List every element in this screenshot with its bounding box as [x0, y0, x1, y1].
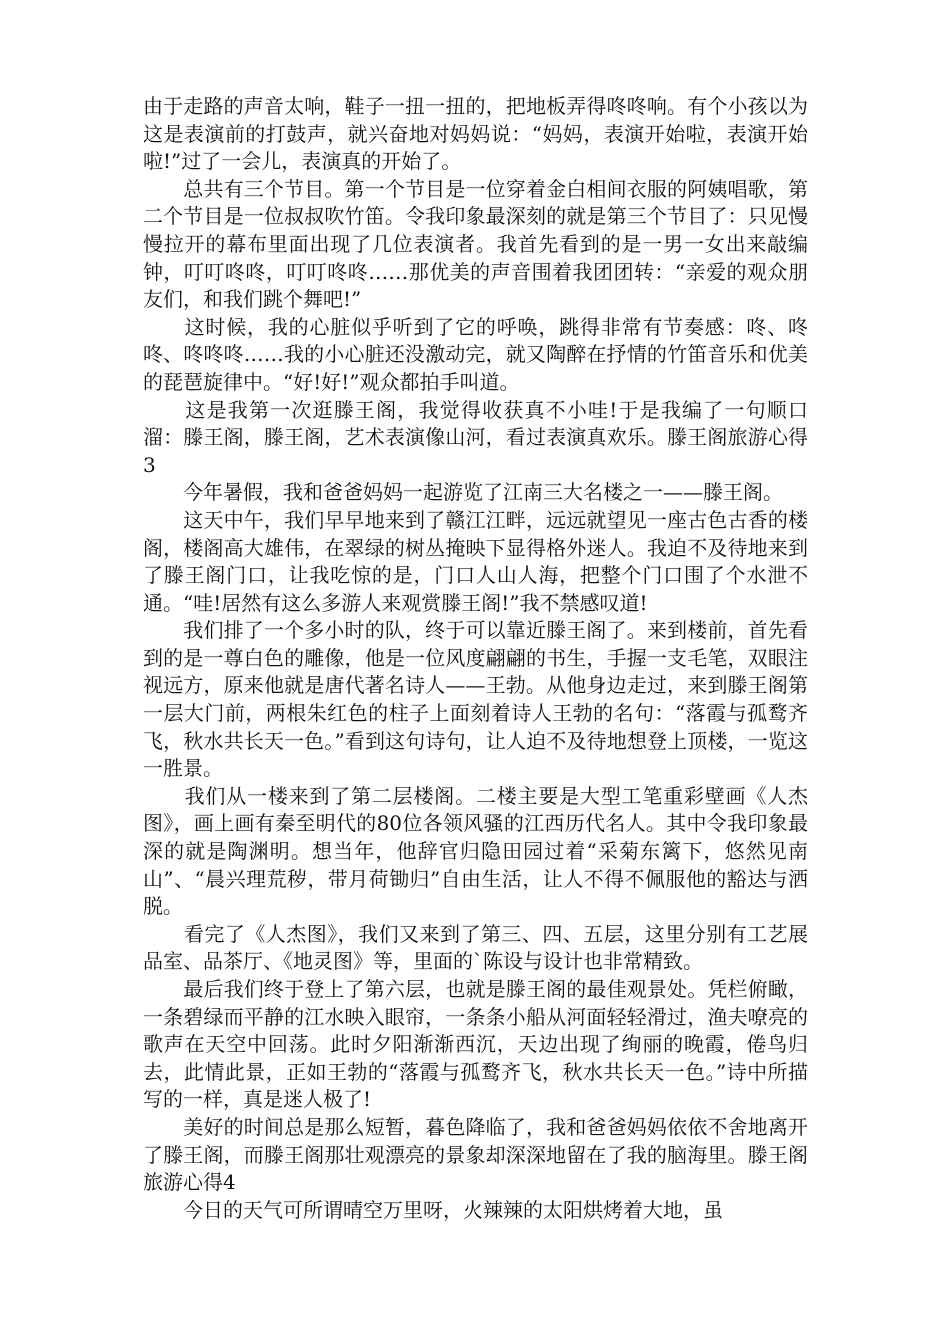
paragraph-11: 美好的时间总是那么短暂，暮色降临了，我和爸爸妈妈依依不舍地离开了滕王阁，而滕王阁那壮观漂亮的景象却深深地留在了我的脑海里。滕王阁旅游心得4 [143, 1114, 808, 1195]
paragraph-5: 今年暑假，我和爸爸妈妈一起游览了江南三大名楼之一——滕王阁。 [143, 480, 783, 505]
paragraph-9: 看完了《人杰图》，我们又来到了第三、四、五层，这里分别有工艺展品室、品茶厅、《地灵图》等，里面的`陈设与设计也非常精致。 [143, 921, 808, 974]
paragraph-12: 今日的天气可所谓晴空万里呀，火辣辣的太阳烘烤着大地，虽 [143, 1197, 723, 1222]
paragraph-3: 这时候，我的心脏似乎听到了它的呼唤，跳得非常有节奏感：咚、咚咚、咚咚咚……我的小心脏还没激动完，就又陶醉在抒情的竹笛音乐和优美的琵琶旋律中。“好!好!”观众都拍手叫道。 [143, 314, 808, 394]
paragraph-2: 总共有三个节目。第一个节目是一位穿着金白相间衣服的阿姨唱歌，第二个节目是一位叔叔吹竹笛。令我印象最深刻的就是第三个节目了：只见慢慢拉开的幕布里面出现了几位表演者。我首先看到的是一男一女出来敲编钟，叮叮咚咚，叮叮咚咚……那优美的声音围着我团团转：“亲爱的观众朋友们，和我们跳个舞吧!” [143, 176, 808, 312]
paragraph-1: 由于走路的声音太响，鞋子一扭一扭的，把地板弄得咚咚响。有个小孩以为这是表演前的打鼓声，就兴奋地对妈妈说：“妈妈，表演开始啦，表演开始啦!”过了一会儿，表演真的开始了。 [143, 94, 808, 174]
document-body [143, 93, 808, 1224]
paragraph-6: 这天中午，我们早早地来到了赣江江畔，远远就望见一座古色古香的楼阁，楼阁高大雄伟，在翠绿的树丛掩映下显得格外迷人。我迫不及待地来到了滕王阁门口，让我吃惊的是，门口人山人海，把整个门口围了个水泄不通。“哇!居然有这么多游人来观赏滕王阁!”我不禁感叹道! [143, 507, 808, 615]
paragraph-10: 最后我们终于登上了第六层，也就是滕王阁的最佳观景处。凭栏俯瞰，一条碧绿而平静的江水映入眼帘，一条条小船从河面轻轻滑过，渔夫嘹亮的歌声在天空中回荡。此时夕阳渐渐西沉，天边出现了绚丽的晚霞，倦鸟归去，此情此景，正如王勃的“落霞与孤鹜齐飞，秋水共长天一色。”诗中所描写的一样，真是迷人极了! [143, 977, 808, 1112]
paragraph-8: 我们从一楼来到了第二层楼阁。二楼主要是大型工笔重彩壁画《人杰图》，画上画有秦至明代的80位各领风骚的江西历代名人。其中令我印象最深的就是陶渊明。想当年，他辞官归隐田园过着“采菊东篱下，悠然见南山”、“晨兴理荒秽，带月荷锄归”自由生活，让人不得不佩服他的豁达与洒脱。 [143, 783, 808, 919]
paragraph-4: 这是我第一次逛滕王阁，我觉得收获真不小哇!于是我编了一句顺口溜：滕王阁，滕王阁，艺术表演像山河，看过表演真欢乐。滕王阁旅游心得3 [143, 397, 808, 477]
paragraph-7: 我们排了一个多小时的队，终于可以靠近滕王阁了。来到楼前，首先看到的是一尊白色的雕像，他是一位风度翩翩的书生，手握一支毛笔，双眼注视远方，原来他就是唐代著名诗人——王勃。从他身边走过，来到滕王阁第一层大门前，两根朱红色的柱子上面刻着诗人王勃的名句：“落霞与孤鹜齐飞，秋水共长天一色。”看到这句诗句，让人迫不及待地想登上顶楼，一览这一胜景。 [143, 618, 808, 781]
